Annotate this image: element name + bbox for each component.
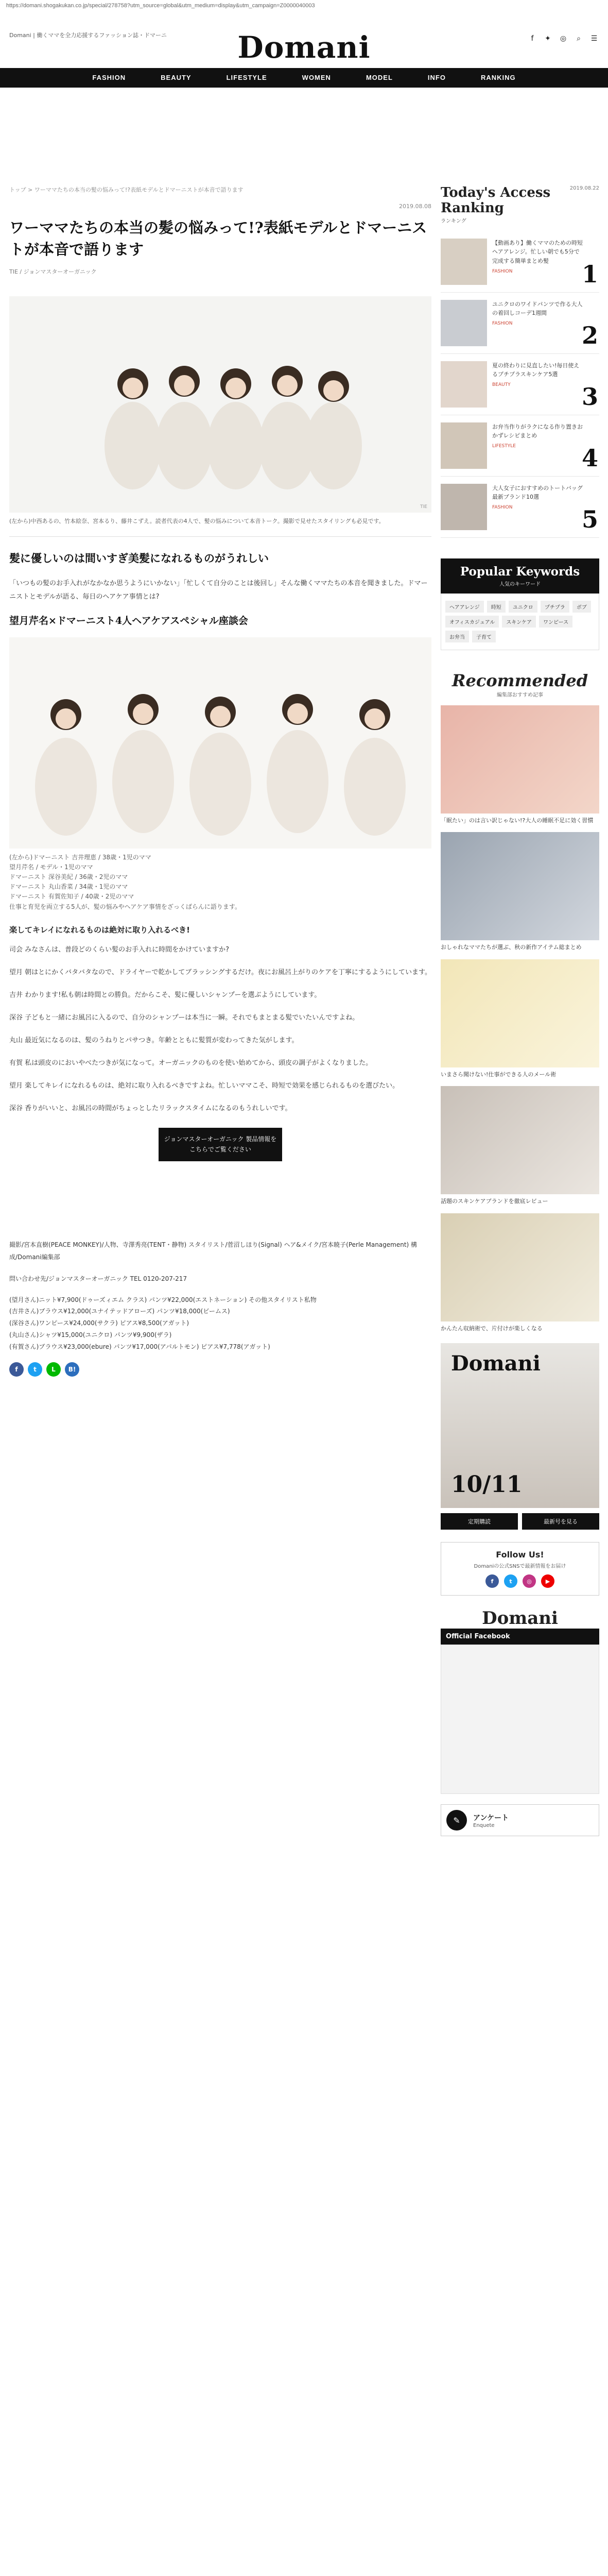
group-photo-illustration [9,637,431,849]
subscribe-button[interactable]: 定期購読 [441,1513,518,1530]
keyword-tag[interactable]: ボブ [572,601,591,613]
recommended-image [441,1086,599,1194]
intro-body: 「いつもの髪のお手入れがなかなか思うようにいかない」「忙しくて自分のことは後回し」そんな働くママたちの本音を聞きました。ドマーニストとモデルが語る、毎日のヘアケア事情とは? [9,579,428,601]
ranking-thumbnail [441,361,487,408]
nav-women[interactable]: WOMEN [302,74,331,81]
url-bar[interactable]: https://domani.shogakukan.co.jp/special/278758?utm_source=global&utm_medium=display&utm_campaign=Z0000040003 [6,3,315,9]
nav-info[interactable]: INFO [427,74,446,81]
keyword-tag[interactable]: オフィスカジュアル [445,616,499,628]
photo-credits: 撮影/宮本直樹(PEACE MONKEY)/人物、寺澤秀亮(TENT・静物) スタイリスト/菅沼しほり(Signal) ヘア&メイク/宮本暁子(Perle Management) 構成/Domani編集部 [9,1241,418,1261]
search-icon[interactable]: ⌕ [577,35,581,43]
facebook-widget [441,1608,599,1794]
recommended-text: 話題のスキンケアブランドを徹底レビュー [441,1198,548,1205]
article-title: ワーママたちの本当の髪の悩みって!?表紙モデルとドマーニストが本音で語ります [9,219,427,259]
ranking-category: FASHION [492,268,513,274]
nav-lifestyle[interactable]: LIFESTYLE [226,74,267,81]
follow-title: Follow Us! [496,1550,544,1560]
qa-line: 吉井 わかります!私も朝は時間との勝負。だからこそ、髪に優しいシャンプーを選ぶようにしています。 [9,991,321,999]
keyword-tag[interactable]: ワンピース [539,616,572,628]
ranking-text: 【動画あり】働くママのための時短ヘアアレンジ。忙しい朝でも5分で完成する簡単まとめ髪 [492,239,583,264]
ranking-text: お弁当作りがラクになる作り置きおかずレシピまとめ [492,423,583,439]
ranking-category: FASHION [492,504,513,510]
sidebar [441,185,599,1836]
recommended-image [441,959,599,1067]
facebook-widget-title: Official Facebook [441,1629,599,1645]
recommended-item[interactable] [441,959,599,1079]
popular-keywords-header [441,558,599,594]
nav-ranking[interactable]: RANKING [480,74,516,81]
survey-title: アンケート [473,1814,509,1822]
latest-issue-button[interactable]: 最新号を見る [522,1513,599,1530]
recommended-text: いまさら聞けない!仕事ができる人のメール術 [441,1071,557,1078]
ranking-subtitle: ランキング [441,218,466,224]
header-icons [528,34,599,43]
facebook-icon[interactable]: f [485,1574,499,1588]
hatena-share-icon[interactable]: B! [65,1362,79,1377]
recommended-item[interactable] [441,705,599,825]
group-photo [9,637,431,849]
article-byline: TIE / ジョンマスターオーガニック [9,268,97,276]
dialogue-subhead: 楽してキレイになれるものは絶対に取り入れるべき! [9,925,190,935]
global-nav [0,68,608,88]
site-tagline: Domani | 働くママを全力応援するファッション誌・ドマーニ [9,32,167,39]
line-share-icon[interactable]: L [46,1362,61,1377]
recommended-image [441,705,599,814]
ranking-thumbnail [441,484,487,530]
section-title: 望月芹名×ドマーニスト4人ヘアケアスペシャル座談会 [9,615,248,626]
ranking-text: ユニクロのワイドパンツで作る大人の着回しコーデ1週間 [492,300,583,317]
magazine-buttons [441,1513,599,1530]
survey-icon: ✎ [446,1810,467,1831]
spacer [441,538,599,558]
survey-subtitle: Enquete [473,1822,495,1828]
ranking-thumbnail [441,300,487,346]
magazine-logo: Domani [451,1351,541,1376]
ranking-thumbnail [441,422,487,469]
ranking-thumbnail [441,239,487,285]
popular-keywords-title: Popular Keywords [460,564,580,579]
site-logo[interactable]: Domani [237,30,371,65]
facebook-widget-logo: Domani [482,1608,558,1629]
follow-icons [448,1574,592,1588]
qa-line: 深谷 子どもと一緒にお風呂に入るので、自分のシャンプーは本当に一瞬。それでもまとまる髪でいたいんですよね。 [9,1013,359,1022]
magazine-date: 10/11 [451,1471,523,1498]
follow-us-box [441,1542,599,1596]
ranking-number: 2 [581,321,598,349]
recommended-image [441,1213,599,1321]
site-header [0,11,608,68]
instagram-icon[interactable]: ◎ [560,35,567,43]
recommended-subtitle: 編集部おすすめ記事 [496,692,544,698]
keyword-list [441,594,599,650]
ranking-item[interactable] [441,354,599,415]
product-list: (望月さん)ニット¥7,900(ドゥーズィエム クラス) パンツ¥22,000(エストネーション) その他スタイリスト私物 (吉井さん)ブラウス¥12,000(ユナイテッドアローズ) パンツ¥18,000(ビームス) (深谷さん)ワンピース¥24,000(サクラ) ピアス¥8,500(アガット) (丸山さん)シャツ¥15,000(ユニクロ) パンツ¥9,900(ザラ) (有賀さん)ブラウス¥23,000(ebure) パンツ¥17,000(アパルトモン) ピアス¥7,778(アガット) [9,1296,317,1350]
nav-fashion[interactable]: FASHION [92,74,126,81]
ranking-text: 大人女子におすすめのトートバッグ最新ブランド10選 [492,484,583,501]
twitter-icon[interactable]: ✦ [545,35,551,43]
ranking-text: 夏の終わりに見直したい!毎日使えるプチプラスキンケア5選 [492,362,580,378]
qa-line: 有賀 私は頭皮のにおいやべたつきが気になって。オーガニックのものを使い始めてから、頭皮の調子がよくなりました。 [9,1059,373,1067]
intro-heading: 髪に優しいのは間いすぎ美髪になれるものがうれしい [9,551,269,565]
ranking-date: 2019.08.22 [569,185,599,191]
qa-line: 深谷 香りがいいと、お風呂の時間がちょっとしたリラックスタイムになるのもうれしいです。 [9,1104,292,1112]
inquiry: 問い合わせ先/ジョンマスターオーガニック TEL 0120-207-217 [9,1275,187,1282]
ranking-item[interactable] [441,477,599,538]
recommended-item[interactable] [441,832,599,952]
menu-icon[interactable]: ☰ [590,35,598,43]
hero-photo-illustration [9,296,431,513]
ranking-number: 1 [581,260,598,288]
facebook-share-icon[interactable]: f [9,1362,24,1377]
facebook-icon[interactable]: f [531,35,534,43]
keyword-tag[interactable]: スキンケア [502,616,536,628]
follow-subtitle: Domaniの公式SNSで最新情報をお届け [474,1564,566,1570]
instagram-icon[interactable]: ◎ [523,1574,536,1588]
youtube-icon[interactable]: ▶ [541,1574,554,1588]
recommended-title: Recommended [451,670,588,690]
recommended-item[interactable] [441,1213,599,1333]
keyword-tag[interactable]: ヘアアレンジ [445,601,484,613]
survey-banner[interactable] [441,1804,599,1836]
popular-keywords-subtitle: 人気のキーワード [499,581,541,587]
ranking-category: BEAUTY [492,382,511,387]
recommended-text: 「眠たい」のは言い訳じゃない!?大人の睡眠不足に効く習慣 [441,817,594,824]
ranking-category: FASHION [492,320,513,326]
article-date: 2019.08.08 [399,203,431,210]
keyword-tag[interactable]: お弁当 [445,631,469,642]
ranking-item[interactable] [441,231,599,293]
ranking-number: 5 [581,505,598,533]
ranking-number: 4 [581,444,598,472]
ranking-header [441,185,599,224]
ranking-item[interactable] [441,293,599,354]
keyword-tag[interactable]: プチプラ [541,601,569,613]
facebook-embed[interactable] [441,1645,599,1794]
twitter-share-icon[interactable]: t [28,1362,42,1377]
recommended-text: おしゃれなママたちが選ぶ、秋の新作アイテム総まとめ [441,944,582,951]
ranking-number: 3 [581,382,598,411]
recommended-image [441,832,599,940]
qa-line: 司会 みなさんは、普段どのくらい髪のお手入れに時間をかけていますか? [9,945,230,954]
ranking-category: LIFESTYLE [492,443,516,449]
article [9,185,431,1397]
group-caption: (左から)ドマーニスト 吉井理恵 / 38歳・1児のママ 望月芹名 / モデル・1児のママ ドマーニスト 深谷美紀 / 36歳・2児のママ ドマーニスト 丸山香菜 / 34歳・1児のママ ドマーニスト 有賀佐知子 / 40歳・2児のママ 仕事と育児を両立する5人が、髪の悩みやヘアケア事情をざっくばらんに語ります。 [9,853,241,910]
recommended-item[interactable] [441,1086,599,1206]
spacer [9,1182,431,1239]
keyword-tag[interactable]: 子育て [472,631,496,642]
magazine-cover[interactable] [441,1343,599,1508]
breadcrumb[interactable]: トップ > ワーママたちの本当の髪の悩みって!?表紙モデルとドマーニストが本音で語ります [9,187,244,193]
divider [9,536,431,537]
qa-line: 丸山 最近気になるのは、髪のうねりとパサつき。年齢とともに髪質が変わってきた気がします。 [9,1036,299,1044]
keyword-tag[interactable]: ユニクロ [509,601,537,613]
product-cta-button[interactable]: ジョンマスターオーガニック 製品情報をこちらでご覧ください [159,1128,282,1161]
photo-credit: TIE [420,504,427,510]
nav-model[interactable]: MODEL [366,74,393,81]
spacer [441,650,599,671]
keyword-tag[interactable]: 時短 [487,601,506,613]
hero-photo [9,296,431,513]
nav-beauty[interactable]: BEAUTY [161,74,192,81]
twitter-icon[interactable]: t [504,1574,517,1588]
photo-caption: (左から)中西あるの、竹本絵奈、宮本るり、藤井こずえ。読者代表の4人で、髪の悩みについて本音トーク。撮影で見せたスタイリングも必見です。 [9,518,385,525]
qa-line: 望月 朝はとにかくバタバタなので、ドライヤーで乾かしてブラッシングするだけ。夜にお風呂上がりのケアを丁寧にするようにしています。 [9,968,431,976]
share-buttons [9,1362,431,1377]
recommended-text: かんたん収納術で、片付けが楽しくなる [441,1325,543,1332]
ranking-item[interactable] [441,415,599,477]
qa-line: 望月 楽してキレイになれるものは、絶対に取り入れるべきですよね。忙しいママこそ、時短で効果を感じられるものを選びたい。 [9,1081,399,1090]
ranking-title: Today's Access Ranking [441,185,551,216]
